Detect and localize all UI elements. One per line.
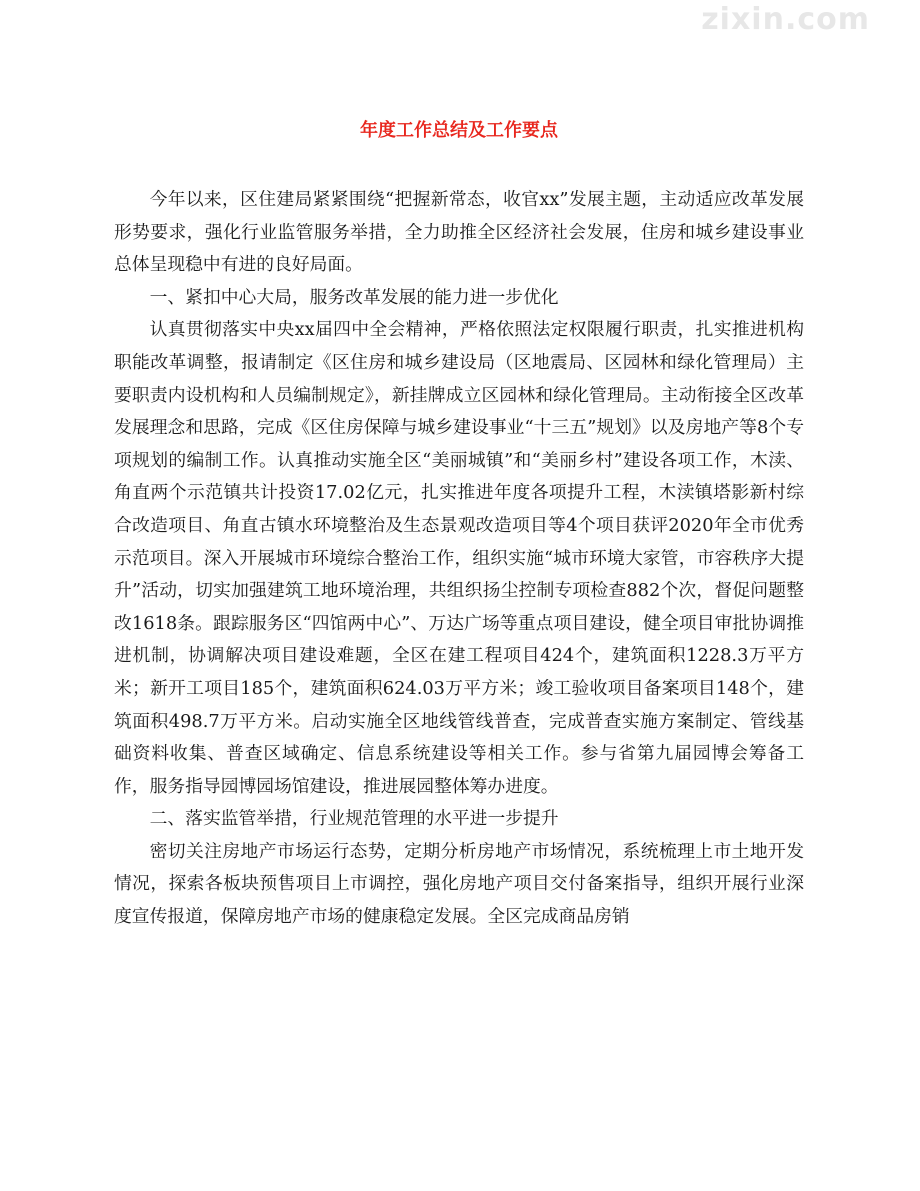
section-1-heading: 一、紧扣中心大局，服务改革发展的能力进一步优化 (149, 286, 559, 308)
watermark-logo: zixin.com (701, 2, 870, 37)
document-title: 年度工作总结及工作要点 (360, 120, 558, 141)
intro-paragraph: 今年以来，区住建局紧紧围绕“把握新常态，收官xx”发展主题，主动适应改革发展形势要求，强化行业监管服务举措，全力助推全区经济社会发展，住房和城乡建设事业总体呈现稳中有进的良好局面。 (114, 189, 804, 276)
section-2-body: 密切关注房地产市场运行态势，定期分析房地产市场情况，系统梳理上市土地开发情况，探索各板块预售项目上市调控，强化房地产项目交付备案指导，组织开展行业深度宣传报道，保障房地产市场的健康稳定发展。全区完成商品房销 (114, 840, 804, 928)
section-1-body: 认真贯彻落实中央xx届四中全会精神，严格依照法定权限履行职责，扎实推进机构职能改革调整，报请制定《区住房和城乡建设局（区地震局、区园林和绿化管理局）主要职责内设机构和人员编制规定》，新挂牌成立区园林和绿化管理局。主动衔接全区改革发展理念和思路，完成《区住房保障与城乡建设事业“十三五”规划》以及房地产等8个专项规划的编制工作。认真推动实施全区“美丽城镇”和“美丽乡村”建设各项工作，木渎、角直两个示范镇共计投资17.02亿元，扎实推进年度各项提升工程，木渎镇塔影新村综合改造项目、角直古镇水环境整治及生态景观改造项目等4个项目获评2020年全市优秀示范项目。深入开展城市环境综合整治工作，组织实施“城市环境大家管，市容秩序大提升”活动，切实加强建筑工地环境治理，共组织扬尘控制专项检查882个次，督促问题整改1618条。跟踪服务区“四馆两中心”、万达广场等重点项目建设，健全项目审批协调推进机制，协调解决项目建设难题，全区在建工程项目424个，建筑面积1228.3万平方米；新开工项目185个，建筑面积624.03万平方米；竣工验收项目备案项目148个，建筑面积498.7万平方米。启动实施全区地线管线普查，完成普查实施方案制定、管线基础资料收集、普查区域确定、信息系统建设等相关工作。参与省第九届园博会筹备工作，服务指导园博园场馆建设，推进展园整体筹办进度。 (114, 319, 804, 797)
document-page (114, 118, 804, 934)
section-2-heading: 二、落实监管举措，行业规范管理的水平进一步提升 (149, 808, 559, 830)
